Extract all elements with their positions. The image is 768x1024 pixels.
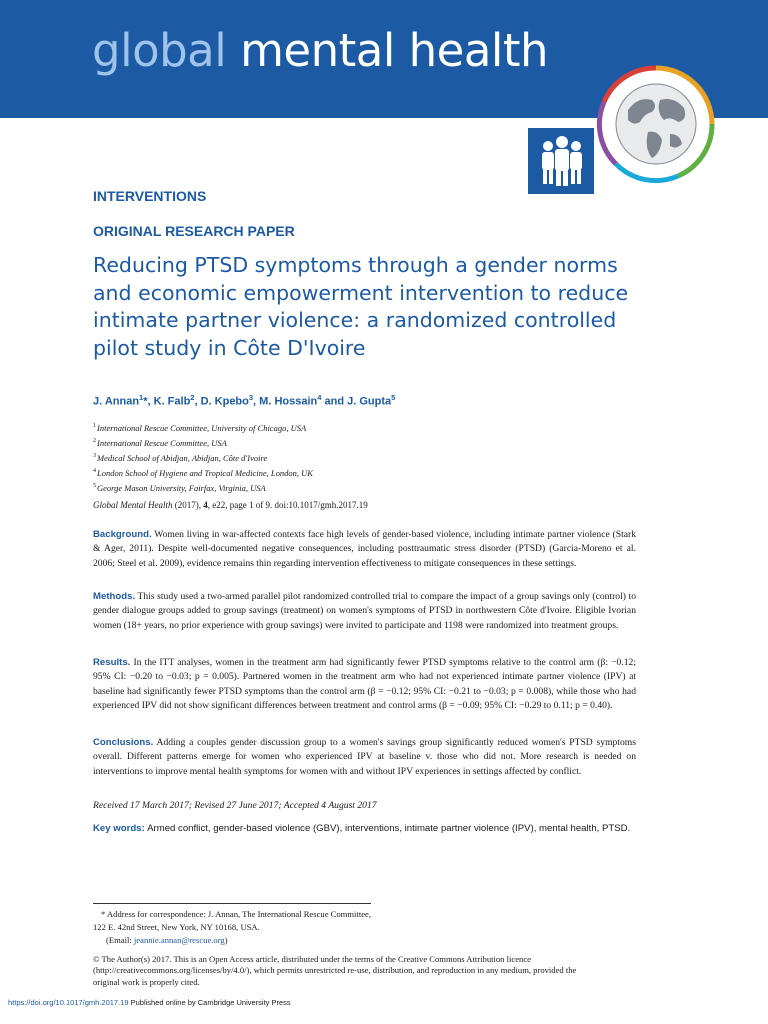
author-affiliation-number: 1 [139,393,144,402]
email-link[interactable]: jeannie.annan@rescue.org [133,935,225,945]
author-affiliation-number: 5 [391,393,396,402]
author-name: M. Hossain [259,395,318,408]
page-footer [8,998,291,1007]
email-prefix: (Email: [106,935,134,945]
received-dates: Received 17 March 2017; Revised 27 June 2017; Accepted 4 August 2017 [93,800,377,811]
methods-text: This study used a two-armed parallel pilot randomized controlled trial to compare the impact of a group savings only (control) to gender dialogue groups added to group savings (treatment) on women's symptoms of PTSD in northwestern Côte d'Ivoire. Eligible Ivorian women (18+ years, no prior experience with group savings) were invited to participate and 1198 were randomized into treatment groups. [93,591,636,631]
author-name: J. Gupta [347,395,392,408]
background-label: Background. [93,529,152,540]
affiliation-text: International Rescue Committee, University of Chicago, USA [97,422,307,433]
affiliation-item [93,465,313,480]
background-text: Women living in war-affected contexts face high levels of gender-based violence, including intimate partner violence (Stark & Ager, 2011). Despite well-documented negative consequences, including posttraumatic stress disorder (PTSD) (Garcia-Moreno et al. 2006; Steel et al. 2009), evidence remains thin regarding intervention effectiveness to mitigate consequences in these settings. [93,529,636,569]
author-name: J. Annan [93,395,140,408]
journal-title-bold: mental health [240,24,549,77]
author-separator: and [321,395,348,408]
author-affiliation-number: 3 [248,393,254,402]
conclusions-text: Adding a couples gender discussion group to a women's savings group significantly reduced women's PTSD symptoms overall. Different patterns emerge for women who experienced IPV at baseline v. those who did not. More research is needed on interventions to improve mental health symptoms for women with and without IPV experiences in settings affected by conflict. [93,737,636,777]
corresponding-author-mark: * [143,395,148,408]
keywords-label: Key words: [93,823,145,834]
citation-journal: Global Mental Health [93,500,173,510]
abstract-conclusions [93,736,636,779]
email-suffix: ) [224,935,228,945]
author-separator: , [194,395,201,408]
results-label: Results. [93,657,131,668]
abstract-background [93,528,636,571]
affiliation-item [93,480,313,495]
author-separator: , [253,395,260,408]
affiliation-item [93,420,313,435]
affiliation-number: 3 [93,453,96,460]
correspondence-email-line [93,934,383,947]
keywords [93,822,636,836]
author-list [93,393,395,408]
correspondence-address: * Address for correspondence: J. Annan, The International Rescue Committee, 122 E. 42nd Street, New York, NY 10168, USA. [93,909,371,932]
affiliation-text: London School of Hygiene and Tropical Medicine, London, UK [97,467,313,478]
citation-year: (2017), [172,500,204,510]
published-note: Published online by Cambridge University Press [128,998,291,1007]
affiliation-number: 5 [93,483,96,490]
citation-rest: , e22, page 1 of 9. doi:10.1017/gmh.2017.19 [207,500,368,510]
affiliation-text: George Mason University, Fairfax, Virginia, USA [97,482,266,493]
license-text: © The Author(s) 2017. This is an Open Access article, distributed under the terms of the Creative Commons Attribution licence (http://creativecommons.org/licenses/by/4.0/), which permits unrestricted re-use, distribution, and reproduction in any medium, provided the original work is properly cited. [93,954,577,987]
correspondence-footnote [93,908,383,947]
keywords-text: Armed conflict, gender-based violence (GBV), interventions, intimate partner violence (IPV), mental health, PTSD. [147,823,631,834]
affiliation-item [93,435,313,450]
abstract-methods [93,590,636,633]
article-title: Reducing PTSD symptoms through a gender norms and economic empowerment intervention to reduce intimate partner violence: a randomized controlled pilot study in Côte D'Ivoire [93,253,629,360]
affiliation-list [93,420,313,495]
author-name: K. Falb [153,395,191,408]
citation-volume: 4 [203,500,208,510]
globe-people-icon [528,60,724,194]
abstract-results [93,656,636,713]
methods-label: Methods. [93,591,136,602]
section-type: INTERVENTIONS [93,188,207,204]
conclusions-label: Conclusions. [93,737,154,748]
affiliation-number: 1 [93,423,96,429]
citation [93,500,368,510]
journal-title-light: global [92,24,227,77]
author-affiliation-number: 4 [317,393,322,402]
affiliation-text: International Rescue Committee, USA [97,437,227,448]
affiliation-number: 2 [93,438,96,445]
affiliation-number: 4 [93,468,96,475]
author-separator: , [147,395,154,408]
affiliation-text: Medical School of Abidjan, Abidjan, Côte d'Ivoire [97,452,268,463]
affiliation-item [93,450,313,465]
section-subtype: ORIGINAL RESEARCH PAPER [93,223,295,239]
author-name: D. Kpebo [200,395,249,408]
doi-link[interactable]: https://doi.org/10.1017/gmh.2017.19 [8,998,129,1007]
footnote-divider [93,903,371,904]
results-text: In the ITT analyses, women in the treatment arm had significantly fewer PTSD symptoms relative to the control arm (β: −0.12; 95% CI: −0.20 to −0.03; p = 0.005). Partnered women in the treatment arm who had not experienced intimate partner violence (IPV) at baseline had significantly fewer PTSD symptoms than the control arm (β = −0.12; 95% CI: −0.21 to −0.03; p = 0.008), while those who had experienced IPV did not show significant differences between treatment and control arms (β = −0.09; 95% CI: −0.29 to 0.11; p = 0.40). [93,657,636,711]
author-affiliation-number: 2 [190,393,195,402]
journal-title [92,24,549,77]
